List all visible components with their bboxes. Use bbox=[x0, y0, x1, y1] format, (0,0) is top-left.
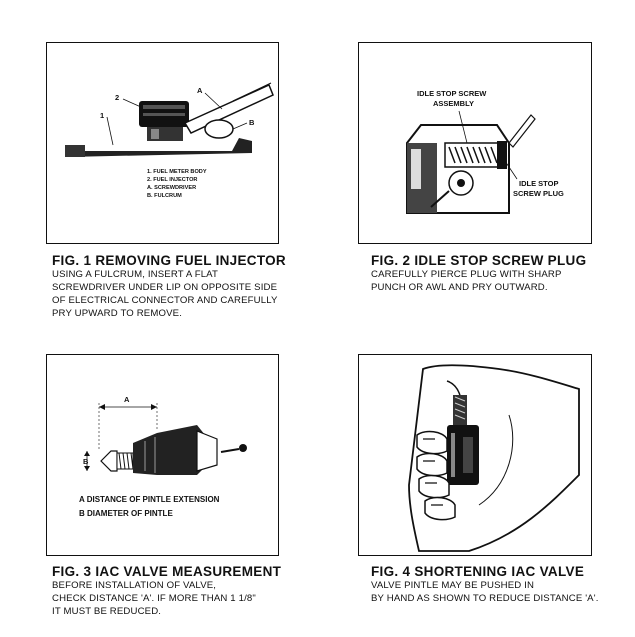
label-idle-stop-screw: IDLE STOP SCREW bbox=[417, 89, 487, 98]
fig3-title: FIG. 3 IAC VALVE MEASUREMENT bbox=[52, 564, 282, 579]
fig2-caption: CAREFULLY PIERCE PLUG WITH SHARP PUNCH OR AWL AND PRY OUTWARD. bbox=[371, 269, 562, 293]
fig3-illustration-box bbox=[46, 354, 279, 556]
fig1-illustration-box bbox=[46, 42, 279, 244]
legend-item: B DIAMETER OF PINTLE bbox=[79, 509, 173, 518]
legend-item: A. SCREWDRIVER bbox=[147, 185, 197, 191]
fig1-caption: USING A FULCRUM, INSERT A FLAT SCREWDRIVER UNDER LIP ON OPPOSITE SIDE OF ELECTRICAL CONNECTOR AND CAREFULLY PRY UPWARD TO REMOVE. bbox=[52, 269, 278, 319]
fuel-injector-removal-drawing bbox=[47, 43, 278, 243]
idle-stop-screw-drawing bbox=[359, 43, 591, 243]
dimension-b-label: B bbox=[83, 457, 89, 466]
callout-a: A bbox=[197, 86, 203, 95]
legend-item: 1. FUEL METER BODY bbox=[147, 169, 207, 175]
fig2-title: FIG. 2 IDLE STOP SCREW PLUG bbox=[371, 253, 587, 268]
label-assembly: ASSEMBLY bbox=[433, 99, 474, 108]
fig4-illustration-box bbox=[358, 354, 592, 556]
legend-item: A DISTANCE OF PINTLE EXTENSION bbox=[79, 495, 220, 504]
callout-1: 1 bbox=[100, 111, 105, 120]
legend-item: 2. FUEL INJECTOR bbox=[147, 177, 198, 183]
label-screw-plug: SCREW PLUG bbox=[513, 189, 564, 198]
dimension-a-label: A bbox=[124, 395, 130, 404]
fig3-caption: BEFORE INSTALLATION OF VALVE, CHECK DISTANCE 'A'. IF MORE THAN 1 1/8" IT MUST BE REDUCED. bbox=[52, 580, 256, 617]
hand-pushing-pintle-drawing bbox=[359, 355, 591, 555]
fig4-title: FIG. 4 SHORTENING IAC VALVE bbox=[371, 564, 585, 579]
fig2-illustration-box bbox=[358, 42, 592, 244]
legend-item: B. FULCRUM bbox=[147, 193, 182, 199]
label-idle-stop: IDLE STOP bbox=[519, 179, 559, 188]
callout-2: 2 bbox=[115, 93, 120, 102]
fig1-title: FIG. 1 REMOVING FUEL INJECTOR bbox=[52, 253, 286, 268]
iac-valve-measurement-drawing bbox=[47, 355, 278, 555]
callout-b: B bbox=[249, 118, 255, 127]
fig4-caption: VALVE PINTLE MAY BE PUSHED IN BY HAND AS SHOWN TO REDUCE DISTANCE 'A'. bbox=[371, 580, 599, 604]
